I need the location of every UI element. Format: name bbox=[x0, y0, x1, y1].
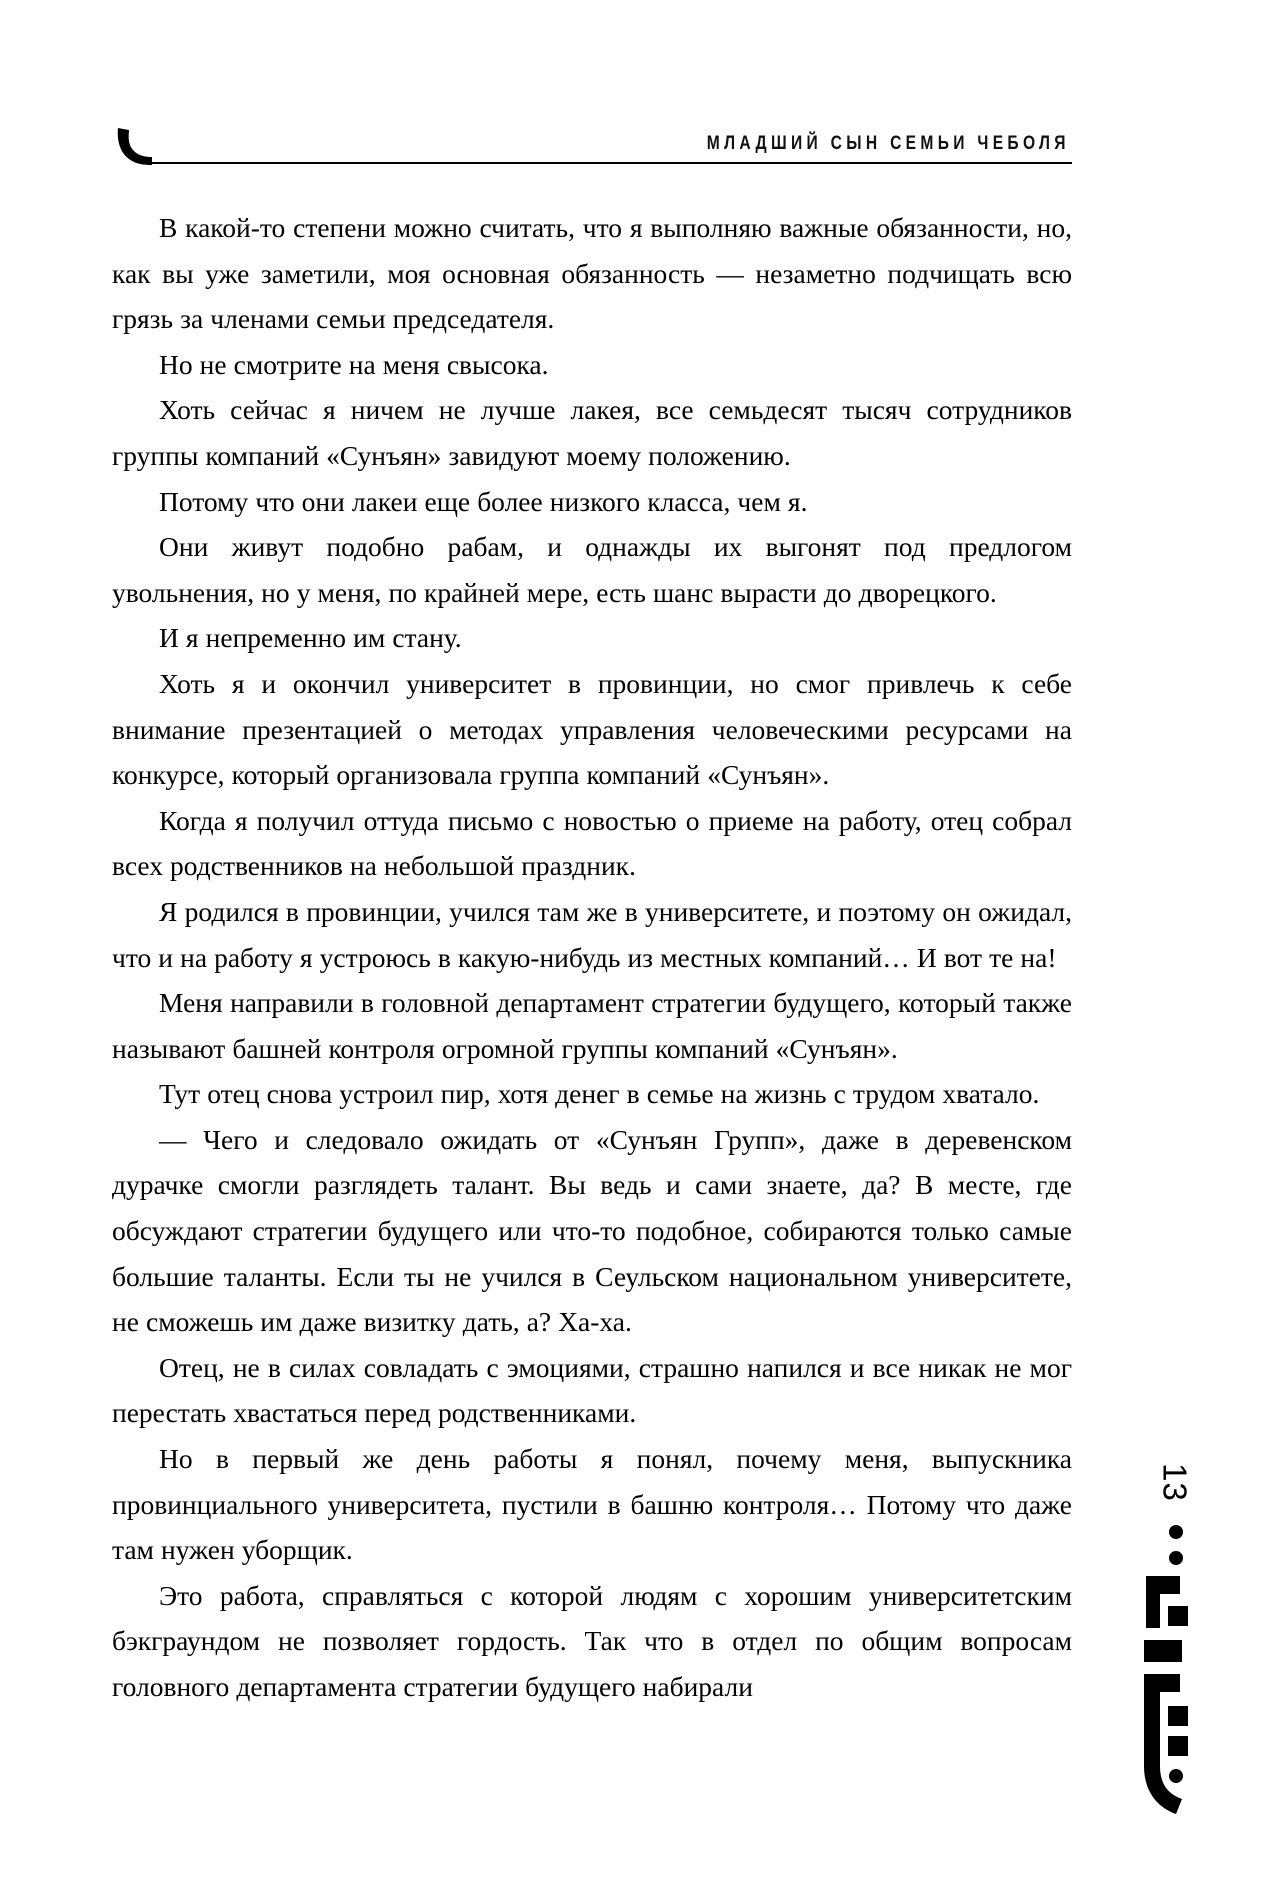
paragraph: Хоть сейчас я ничем не лучше лакея, все семьдесят тысяч сотрудников группы компаний «Сунъян» завидуют моему положению. bbox=[112, 394, 1072, 471]
running-head-rule bbox=[148, 162, 1072, 164]
paragraph: Но не смотрите на меня свысока. bbox=[159, 348, 549, 380]
paragraph: — Чего и следовало ожидать от «Сунъян Групп», даже в деревенском дурачке смогли разглядеть талант. Вы ведь и сами знаете, да? В месте, где обсуждают стратегии будущего или что-то подобное, собираются только самые большие таланты. Если ты не учился в Сеульском национальном университете, не сможешь им даже визитку дать, а? Ха-ха. bbox=[112, 1123, 1072, 1338]
paragraph: Это работа, справляться с которой людям с хорошим университетским бэкграундом не позволяет гордость. Так что в отдел по общим вопросам головного департамента стратегии будущего набирали bbox=[112, 1579, 1072, 1702]
paragraph: Потому что они лакеи еще более низкого класса, чем я. bbox=[159, 485, 808, 517]
paragraph: Я родился в провинции, учился там же в университете, и поэтому он ожидал, что и на работу я устроюсь в какую-нибудь из местных компаний… И вот те на! bbox=[112, 895, 1072, 973]
running-head bbox=[112, 118, 1072, 164]
paragraph: И я непременно им стану. bbox=[159, 622, 462, 654]
curved-hook-ornament-icon bbox=[112, 125, 152, 167]
paragraph: Они живут подобно рабам, и однажды их выгонят под предлогом увольнения, но у меня, по крайней мере, есть шанс вырасти до дворецкого. bbox=[112, 531, 1072, 608]
folio-group bbox=[1129, 1463, 1221, 1866]
page-number: 13 bbox=[1156, 1463, 1194, 1502]
hangul-decorative-ornament-icon bbox=[1140, 1518, 1210, 1818]
paragraph: Но в первый же день работы я понял, почему меня, выпускника провинциального университета, пустили в башню контроля… Потому что даже там нужен уборщик. bbox=[112, 1443, 1072, 1566]
paragraph: Когда я получил оттуда письмо с новостью о приеме на работу, отец собрал всех родственников на небольшой праздник. bbox=[112, 804, 1072, 882]
paragraph: В какой-то степени можно считать, что я выполняю важные обязанности, но, как вы уже заметили, моя основная обязанность — незаметно подчищать всю грязь за членами семьи председателя. bbox=[112, 212, 1072, 335]
paragraph: Отец, не в силах совладать с эмоциями, страшно напился и все никак не мог перестать хвастаться перед родственниками. bbox=[112, 1351, 1072, 1429]
body-text bbox=[112, 205, 1072, 1710]
paragraph: Тут отец снова устроил пир, хотя денег в семье на жизнь с трудом хватало. bbox=[159, 1078, 1040, 1110]
paragraph: Меня направили в головной департамент стратегии будущего, который также называют башней контроля огромной группы компаний «Сунъян». bbox=[112, 987, 1072, 1064]
running-head-title: МЛАДШИЙ СЫН СЕМЬИ ЧЕБОЛЯ bbox=[706, 132, 1070, 154]
paragraph: Хоть я и окончил университет в провинции, но смог привлечь к себе внимание презентацией о методах управления человеческими ресурсами на конкурсе, который организовала группа компаний «Сунъян». bbox=[112, 667, 1072, 791]
